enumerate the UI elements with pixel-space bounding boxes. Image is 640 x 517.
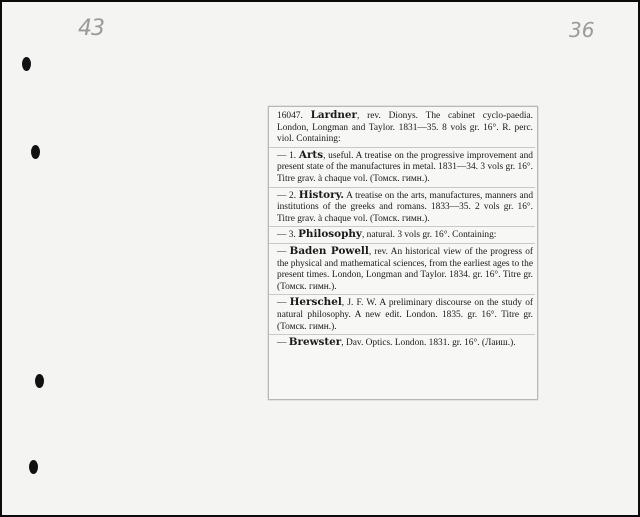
pencil-page-number: 36: [569, 18, 595, 42]
item-prefix: — 2.: [277, 190, 299, 201]
entry-item: [277, 190, 533, 226]
item-name: History.: [298, 188, 345, 201]
item-name: Brewster: [288, 336, 342, 349]
item-text: , Dav. Optics. London. 1831. gr. 16°. (Лаиш.).: [341, 338, 516, 349]
item-text: , rev. An historical view of the progress of the physical and mathematical sciences, from the earliest ages to the present times. London, Longman and Taylor. 1834. gr. 16°. Titre gr. (Томск. гимн.).: [277, 246, 533, 292]
entry-header: [277, 110, 533, 146]
item-text: , useful. A treatise on the progressive improvement and present state of the manufactures in metal. 1831—34. 3 vols gr. 16°. Titre grav. à chaque vol. (Томск. гимн.).: [277, 150, 533, 184]
divider: [269, 147, 535, 148]
item-text: , natural. 3 vols gr. 16°. Containing:: [361, 230, 497, 241]
item-prefix: — 3.: [277, 230, 299, 241]
entry-item: [277, 297, 533, 333]
entry-item: [277, 246, 533, 293]
entry-item: [277, 150, 533, 186]
item-name: Philosophy: [298, 228, 362, 241]
item-text: , J. F. W. A preliminary discourse on the study of natural philosophy. A new edit. London. 1835. gr. 16°. Titre gr. (Томск. гимн.).: [277, 298, 534, 332]
pencil-mark-left: 43: [78, 16, 104, 41]
entry-item: [277, 229, 533, 242]
divider: [269, 334, 535, 335]
binder-hole: [22, 57, 31, 71]
divider: [269, 243, 535, 244]
catalog-clipping: [268, 106, 538, 400]
divider: [269, 187, 535, 188]
author-name: Lardner: [310, 109, 357, 121]
entry-intro: , rev. Dionys. The cabinet cyclo-paedia. London, Longman and Taylor. 1831—35. 8 vols gr. 16°. R. perc. viol. Containing:: [277, 111, 534, 145]
entry-number: 16047.: [277, 111, 303, 121]
archive-sheet: [2, 2, 638, 515]
item-prefix: —: [277, 338, 289, 349]
item-prefix: — 1.: [277, 150, 299, 161]
item-prefix: —: [277, 298, 290, 309]
binder-hole: [31, 145, 40, 159]
item-name: Baden Powell: [289, 244, 369, 257]
catalog-entry: [277, 110, 533, 350]
binder-hole: [29, 460, 38, 474]
binder-hole: [35, 374, 44, 388]
item-text: A treatise on the arts, manufactures, manners and institutions of the greeks and romans. 1833—35. 2 vols gr. 16°. Titre grav. à chaque vol. (Томск. гимн.).: [277, 190, 534, 224]
item-name: Herschel: [289, 296, 342, 309]
item-prefix: —: [277, 246, 290, 257]
item-name: Arts: [298, 148, 324, 161]
divider: [269, 294, 535, 295]
divider: [269, 226, 535, 227]
entry-item: [277, 337, 533, 350]
